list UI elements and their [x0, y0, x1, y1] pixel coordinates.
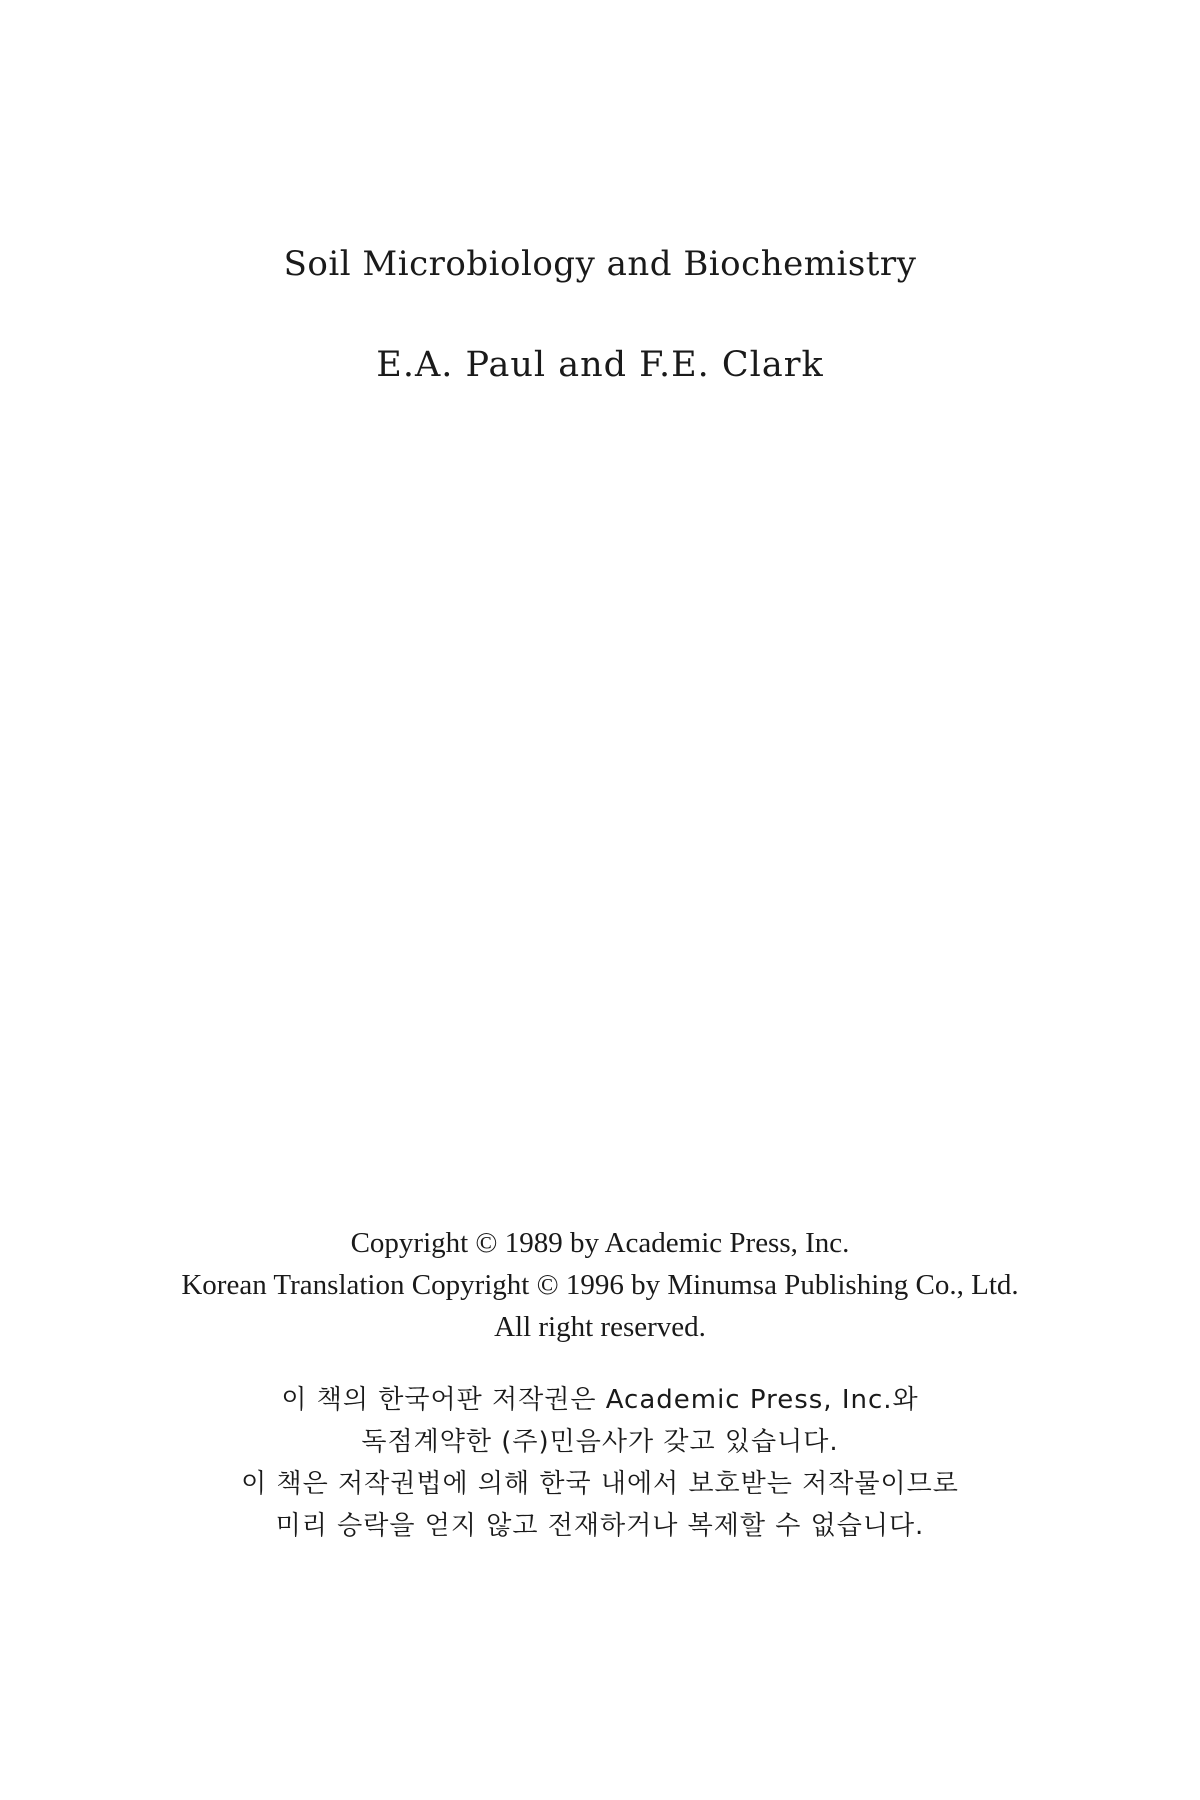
korean-notice-line: 독점계약한 (주)민음사가 갖고 있습니다. — [361, 1427, 839, 1457]
korean-notice-line: 미리 승락을 얻지 않고 전재하거나 복제할 수 없습니다. — [275, 1511, 925, 1541]
copyright-line-rights: All right reserved. — [494, 1311, 706, 1343]
copyright-line-translation: Korean Translation Copyright © 1996 by Minumsa Publishing Co., Ltd. — [181, 1269, 1019, 1301]
copyright-line-original: Copyright © 1989 by Academic Press, Inc. — [350, 1227, 850, 1259]
book-authors: E.A. Paul and F.E. Clark — [376, 345, 824, 385]
korean-notice-line: 이 책의 한국어판 저작권은 Academic Press, Inc.와 — [281, 1385, 919, 1415]
book-title: Soil Microbiology and Biochemistry — [283, 244, 917, 284]
copyright-notice — [0, 1222, 1200, 1348]
korean-rights-notice — [0, 1379, 1200, 1547]
korean-notice-line: 이 책은 저작권법에 의해 한국 내에서 보호받는 저작물이므로 — [241, 1469, 959, 1499]
